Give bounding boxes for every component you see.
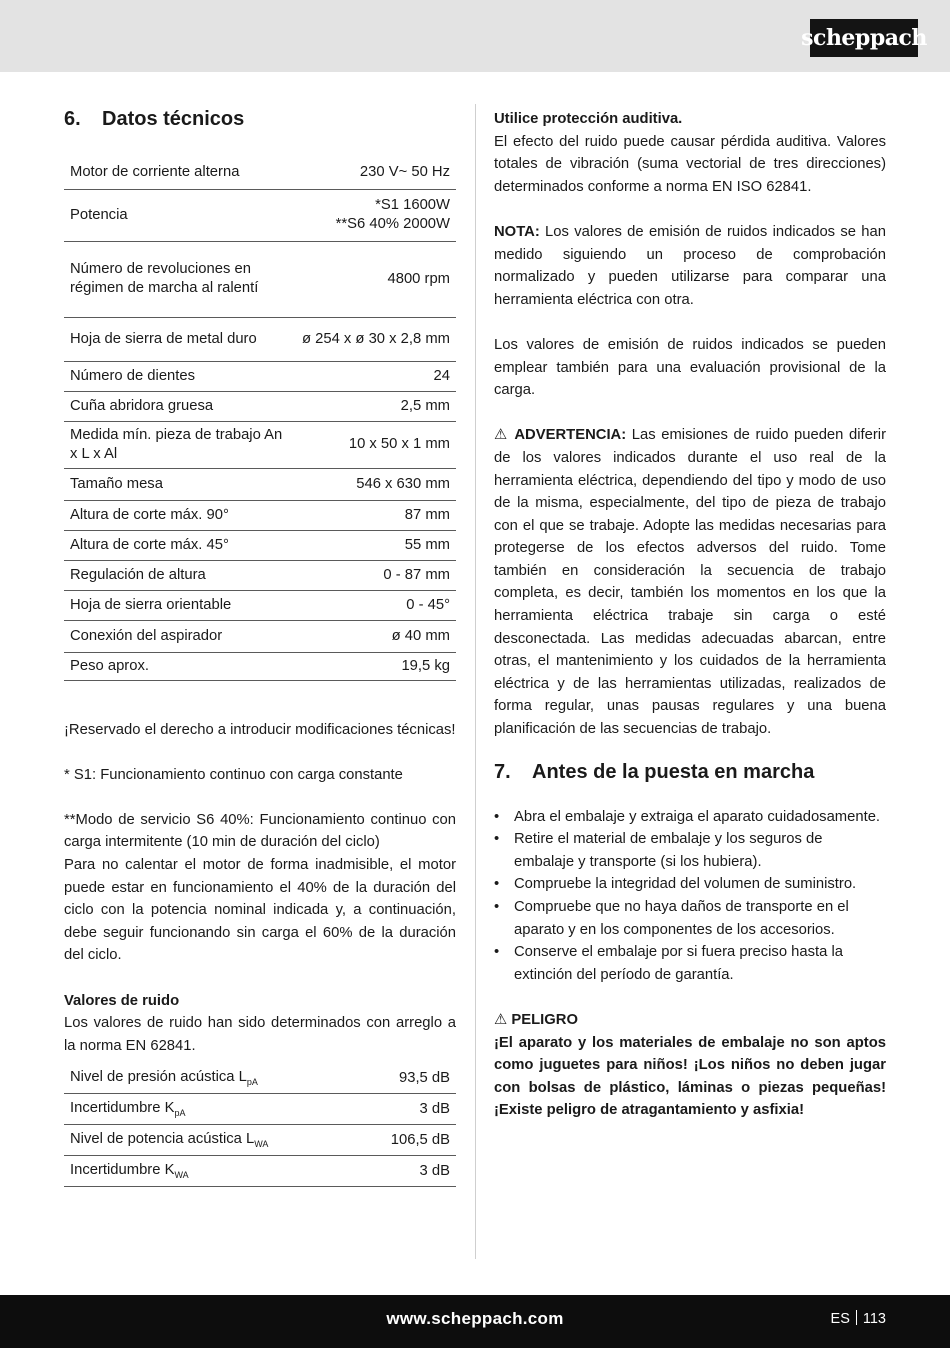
spec-row [64, 241, 456, 317]
spec-value: 19,5 kg [291, 652, 456, 680]
list-item: • Retire el material de embalaje y los seguros de embalaje y transporte (si los hubiera). [494, 828, 886, 873]
section-7-title: Antes de la puesta en marcha [532, 760, 815, 783]
s6-note: **Modo de servicio S6 40%: Funcionamiento continuo con carga intermitente (10 min de duración del ciclo) [64, 811, 456, 851]
danger-triangle-icon: ⚠ [494, 1011, 508, 1028]
warning-paragraph [494, 424, 886, 740]
noise-value: 3 dB [357, 1156, 456, 1187]
spec-label: Medida mín. pieza de trabajo An x L x Al [64, 421, 291, 468]
spec-value: 546 x 630 mm [291, 468, 456, 500]
list-item: • Compruebe la integridad del volumen de suministro. [494, 873, 886, 896]
column-divider [475, 104, 476, 1259]
list-item: • Conserve el embalaje por si fuera preciso hasta la extinción del período de garantía. [494, 941, 886, 986]
page-number: 113 [862, 1311, 886, 1327]
danger-text: ¡El aparato y los materiales de embalaje no son aptos como juguetes para niños! ¡Los niños no deben jugar con bolsas de plástico, láminas o piezas pequeñas! ¡Existe peligro de atragantamiento y asfixia! [494, 1034, 886, 1119]
page-footer [0, 1295, 950, 1348]
spec-label: Motor de corriente alterna [64, 157, 291, 189]
page-indicator [831, 1310, 886, 1327]
warning-label: ADVERTENCIA: [514, 427, 627, 444]
spec-value: 55 mm [291, 530, 456, 560]
noise-label-cell [64, 1063, 357, 1094]
spec-row [64, 189, 456, 241]
spec-label: Hoja de sierra de metal duro [64, 317, 291, 361]
noise-label: Nivel de potencia acústica L [70, 1131, 255, 1148]
right-column [494, 108, 886, 1122]
spec-row [64, 620, 456, 652]
spec-value: 2,5 mm [291, 391, 456, 421]
noise-value: 106,5 dB [357, 1125, 456, 1156]
spec-label: Hoja de sierra orientable [64, 590, 291, 620]
section-6-heading [64, 108, 456, 131]
section-7-heading [494, 761, 886, 784]
spec-value: 0 - 45° [291, 590, 456, 620]
spec-label: Conexión del aspirador [64, 620, 291, 652]
spec-label: Peso aprox. [64, 652, 291, 680]
noise-intro: Los valores de ruido han sido determinados con arreglo a la norma EN 62841. [64, 1015, 456, 1054]
noise-row [64, 1156, 456, 1187]
spec-value: 230 V~ 50 Hz [291, 157, 456, 189]
note-paragraph [494, 221, 886, 311]
spec-label: Altura de corte máx. 90° [64, 500, 291, 530]
spec-row [64, 317, 456, 361]
noise-table [64, 1063, 456, 1187]
spec-value: ø 40 mm [291, 620, 456, 652]
section-6-number: 6. [64, 108, 81, 130]
spec-row [64, 391, 456, 421]
page-header [0, 0, 950, 72]
spec-row [64, 530, 456, 560]
noise-value: 3 dB [357, 1094, 456, 1125]
noise-label: Nivel de presión acústica L [70, 1069, 247, 1086]
left-column [64, 104, 456, 1187]
spec-row [64, 157, 456, 189]
page-separator [856, 1310, 857, 1325]
spec-label: Potencia [64, 189, 291, 241]
spec-label: Número de revoluciones en régimen de marcha al ralentí [64, 241, 291, 317]
noise-subscript: pA [246, 1077, 258, 1088]
noise-label-cell [64, 1156, 357, 1187]
noise-label-cell [64, 1094, 357, 1125]
spec-row [64, 500, 456, 530]
list-item: • Abra el embalaje y extraiga el aparato cuidadosamente. [494, 806, 886, 829]
section-7-number: 7. [494, 760, 511, 783]
warning-triangle-icon: ⚠ [494, 427, 509, 444]
spec-label: Tamaño mesa [64, 468, 291, 500]
spec-value: 87 mm [291, 500, 456, 530]
noise-row [64, 1125, 456, 1156]
spec-row [64, 421, 456, 468]
scheppach-logo: scheppach [810, 19, 918, 57]
spec-label: Altura de corte máx. 45° [64, 530, 291, 560]
noise-label: Incertidumbre K [70, 1100, 175, 1117]
spec-value: 10 x 50 x 1 mm [291, 421, 456, 468]
noise-row [64, 1063, 456, 1094]
website-link[interactable]: www.scheppach.com [386, 1309, 564, 1328]
spec-value: 4800 rpm [291, 241, 456, 317]
spec-label: Número de dientes [64, 361, 291, 391]
s1-note: * S1: Funcionamiento continuo con carga constante [64, 766, 403, 783]
hearing-text: El efecto del ruido puede causar pérdida auditiva. Valores totales de vibración (suma vectorial de tres direcciones) determinados conforme a norma EN ISO 62841. [494, 133, 886, 195]
noise-subscript: WA [254, 1139, 269, 1150]
reserved-note: ¡Reservado el derecho a introducir modificaciones técnicas! [64, 721, 456, 738]
spec-row [64, 468, 456, 500]
hearing-heading: Utilice protección auditiva. [494, 111, 683, 127]
spec-value: 0 - 87 mm [291, 560, 456, 590]
emission-text: Los valores de emisión de ruidos indicados se pueden emplear también para una evaluación provisional de la carga. [494, 336, 886, 399]
noise-heading: Valores de ruido [64, 992, 180, 1009]
spec-row [64, 560, 456, 590]
spec-label: Cuña abridora gruesa [64, 391, 291, 421]
spec-row [64, 361, 456, 391]
danger-label: PELIGRO [511, 1011, 578, 1028]
note-label: NOTA: [494, 223, 540, 240]
s6-note-2: Para no calentar el motor de forma inadmisible, el motor puede estar en funcionamiento el 40% de la duración del ciclo con la potencia nominal indicada y, a continuación, debe seguir funcionando sin carga el 60% de la duración del ciclo. [64, 857, 456, 964]
spec-value: *S1 1600W **S6 40% 2000W [291, 189, 456, 241]
noise-label-cell [64, 1125, 357, 1156]
language-code: ES [830, 1311, 850, 1327]
section-6-title: Datos técnicos [102, 108, 245, 130]
warning-text: Las emisiones de ruido pueden diferir de los valores indicados durante el uso real de la herramienta eléctrica, dependiendo del tipo y modo de uso de la misma, especialmente, del tipo de pieza de trabajo con el que se trabaje. Adopte las medidas necesarias para protegerse de los efectos adversos del ruido. Tome también en consideración la secuencia de trabajo completa, es decir, también los momentos en los que la herramienta eléctrica trabaje sin carga o esté desconectada. Las medidas adecuadas abarcan, entre otras, el mantenimiento y los cuidados de la herramienta eléctrica y de las herramientas utilizadas, realizados de forma regular, unas pausas regulares y una buena planificación de las secuencias de trabajo. [494, 427, 886, 738]
noise-subscript: WA [174, 1170, 189, 1181]
noise-value: 93,5 dB [357, 1063, 456, 1094]
spec-row [64, 652, 456, 680]
spec-value: 24 [291, 361, 456, 391]
preparation-list [494, 806, 886, 987]
spec-value: ø 254 x ø 30 x 2,8 mm [291, 317, 456, 361]
noise-row [64, 1094, 456, 1125]
danger-heading [494, 1009, 886, 1032]
technical-data-table [64, 157, 456, 681]
noise-subscript: pA [174, 1108, 186, 1119]
spec-label: Regulación de altura [64, 560, 291, 590]
list-item: • Compruebe que no haya daños de transporte en el aparato y en los componentes de los accesorios. [494, 896, 886, 941]
noise-label: Incertidumbre K [70, 1162, 175, 1179]
spec-row [64, 590, 456, 620]
note-text: Los valores de emisión de ruidos indicados se han medido siguiendo un proceso de comprobación normalizado y pueden utilizarse para comparar una herramienta eléctrica con otra. [494, 223, 886, 308]
